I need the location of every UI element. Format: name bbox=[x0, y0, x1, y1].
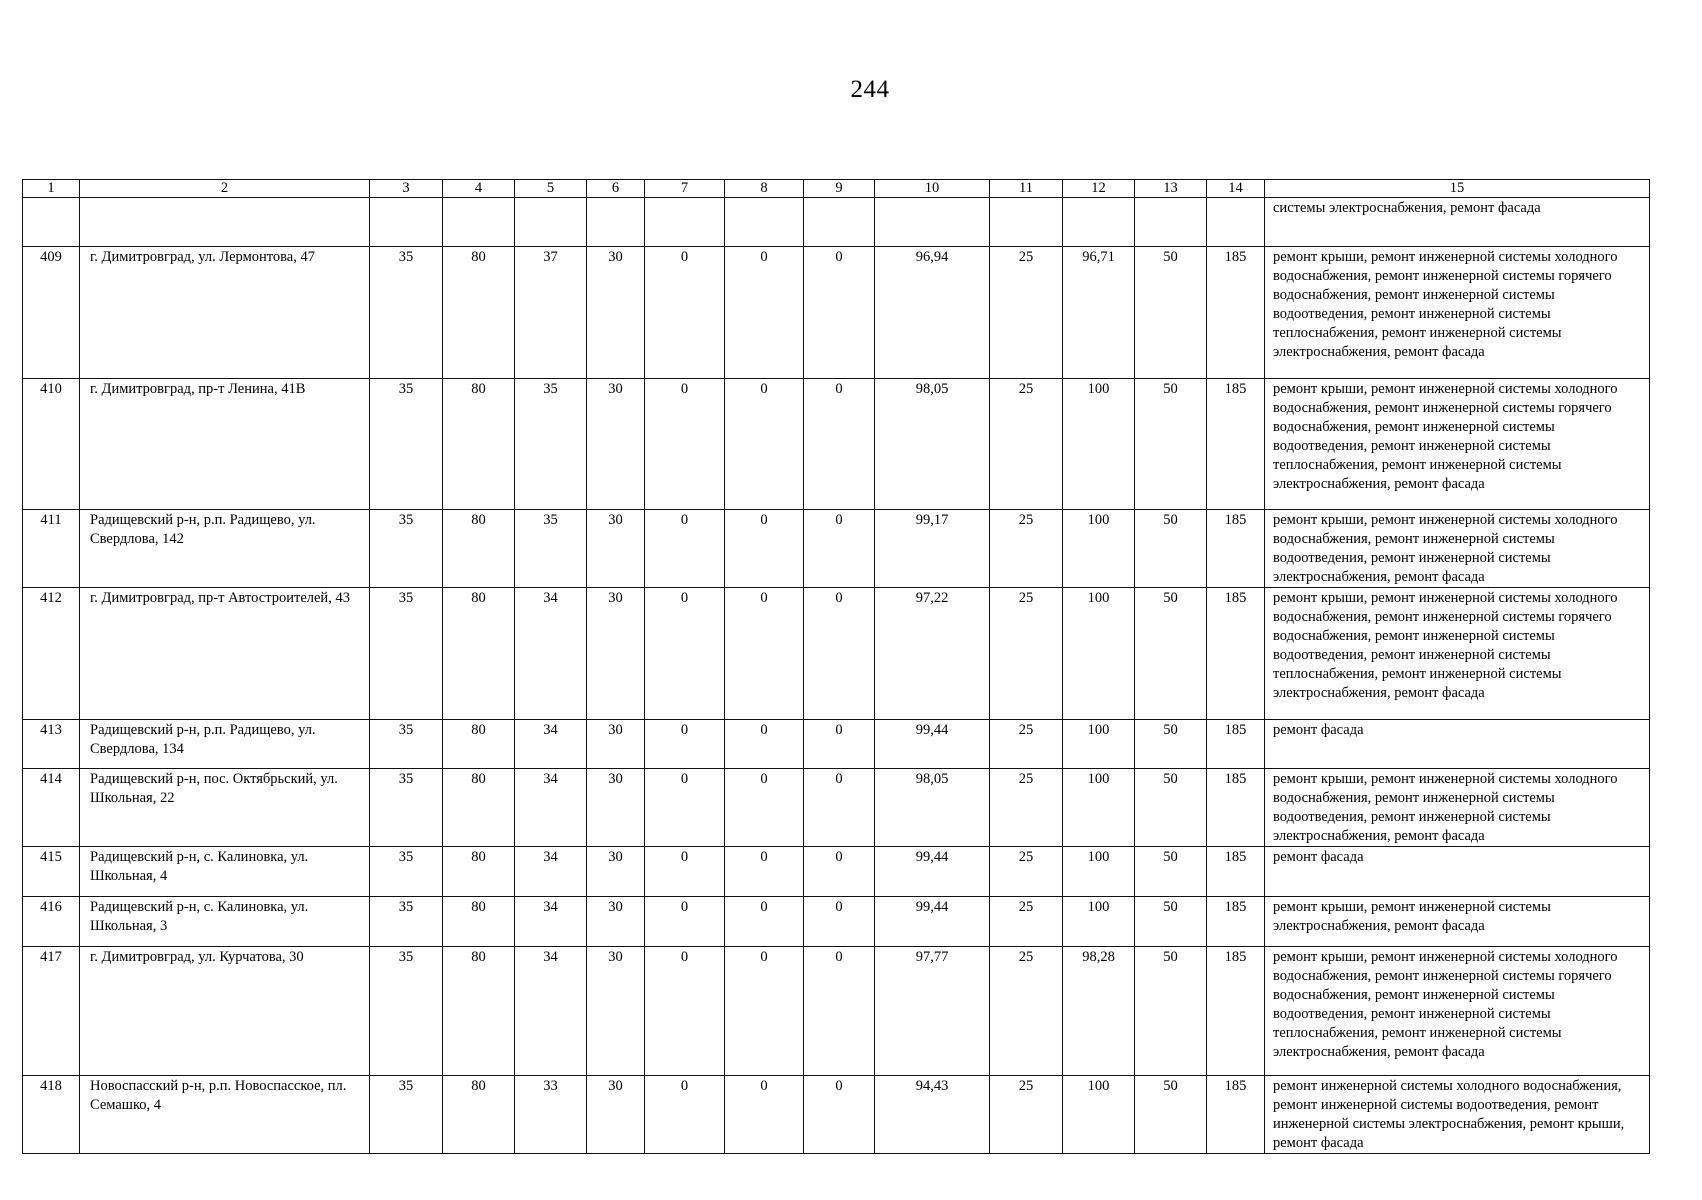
value-cell: 34 bbox=[515, 588, 587, 720]
address-cell: Радищевский р-н, с. Калиновка, ул. Школьная, 3 bbox=[80, 897, 370, 947]
value-cell: 25 bbox=[990, 897, 1063, 947]
value-cell: 50 bbox=[1135, 510, 1207, 588]
value-cell: 25 bbox=[990, 247, 1063, 379]
value-cell: 0 bbox=[725, 847, 804, 897]
value-cell: 0 bbox=[804, 720, 875, 769]
value-cell: 100 bbox=[1063, 510, 1135, 588]
column-header: 2 bbox=[80, 180, 370, 198]
works-cell: системы электроснабжения, ремонт фасада bbox=[1265, 198, 1650, 247]
value-cell: 34 bbox=[515, 947, 587, 1076]
works-cell: ремонт крыши, ремонт инженерной системы холодного водоснабжения, ремонт инженерной системы горячего водоснабжения, ремонт инженерной системы водоотведения, ремонт инженерной системы теплоснабжения, ремонт инженерной системы электроснабжения, ремонт фасада bbox=[1265, 588, 1650, 720]
value-cell: 35 bbox=[370, 510, 443, 588]
value-cell: 0 bbox=[725, 1076, 804, 1154]
row-number-cell: 418 bbox=[23, 1076, 80, 1154]
address-cell: г. Димитровград, ул. Курчатова, 30 bbox=[80, 947, 370, 1076]
works-cell: ремонт фасада bbox=[1265, 720, 1650, 769]
value-cell bbox=[515, 198, 587, 247]
value-cell: 25 bbox=[990, 510, 1063, 588]
value-cell: 99,17 bbox=[875, 510, 990, 588]
value-cell: 99,44 bbox=[875, 897, 990, 947]
value-cell: 30 bbox=[587, 1076, 645, 1154]
value-cell: 0 bbox=[725, 247, 804, 379]
value-cell bbox=[587, 198, 645, 247]
value-cell: 0 bbox=[725, 588, 804, 720]
value-cell: 0 bbox=[645, 1076, 725, 1154]
value-cell: 80 bbox=[443, 1076, 515, 1154]
value-cell: 100 bbox=[1063, 1076, 1135, 1154]
value-cell: 98,05 bbox=[875, 769, 990, 847]
value-cell bbox=[645, 198, 725, 247]
value-cell: 185 bbox=[1207, 588, 1265, 720]
works-cell: ремонт крыши, ремонт инженерной системы холодного водоснабжения, ремонт инженерной системы водоотведения, ремонт инженерной системы электроснабжения, ремонт фасада bbox=[1265, 510, 1650, 588]
row-number-cell bbox=[23, 198, 80, 247]
value-cell: 185 bbox=[1207, 379, 1265, 510]
column-header: 13 bbox=[1135, 180, 1207, 198]
value-cell: 185 bbox=[1207, 1076, 1265, 1154]
value-cell: 0 bbox=[645, 847, 725, 897]
value-cell: 98,28 bbox=[1063, 947, 1135, 1076]
row-number-cell: 415 bbox=[23, 847, 80, 897]
value-cell: 100 bbox=[1063, 379, 1135, 510]
value-cell: 96,71 bbox=[1063, 247, 1135, 379]
column-header-row bbox=[23, 180, 1650, 198]
value-cell: 35 bbox=[370, 588, 443, 720]
value-cell: 0 bbox=[725, 379, 804, 510]
value-cell: 96,94 bbox=[875, 247, 990, 379]
value-cell: 25 bbox=[990, 588, 1063, 720]
value-cell: 30 bbox=[587, 947, 645, 1076]
works-cell: ремонт фасада bbox=[1265, 847, 1650, 897]
value-cell: 80 bbox=[443, 769, 515, 847]
value-cell bbox=[990, 198, 1063, 247]
value-cell: 0 bbox=[804, 588, 875, 720]
column-header: 11 bbox=[990, 180, 1063, 198]
address-cell: Радищевский р-н, с. Калиновка, ул. Школьная, 4 bbox=[80, 847, 370, 897]
value-cell bbox=[443, 198, 515, 247]
value-cell: 30 bbox=[587, 379, 645, 510]
value-cell: 99,44 bbox=[875, 720, 990, 769]
value-cell: 0 bbox=[725, 947, 804, 1076]
table-row bbox=[23, 897, 1650, 947]
column-header: 7 bbox=[645, 180, 725, 198]
value-cell: 80 bbox=[443, 510, 515, 588]
value-cell: 25 bbox=[990, 1076, 1063, 1154]
value-cell bbox=[1207, 198, 1265, 247]
value-cell: 0 bbox=[645, 897, 725, 947]
value-cell: 0 bbox=[804, 1076, 875, 1154]
table-row bbox=[23, 769, 1650, 847]
column-header: 4 bbox=[443, 180, 515, 198]
table-row bbox=[23, 947, 1650, 1076]
table-row bbox=[23, 247, 1650, 379]
column-header: 10 bbox=[875, 180, 990, 198]
address-cell: Радищевский р-н, р.п. Радищево, ул. Свердлова, 134 bbox=[80, 720, 370, 769]
value-cell: 30 bbox=[587, 720, 645, 769]
value-cell: 100 bbox=[1063, 769, 1135, 847]
value-cell: 185 bbox=[1207, 847, 1265, 897]
value-cell: 33 bbox=[515, 1076, 587, 1154]
value-cell bbox=[875, 198, 990, 247]
column-header: 9 bbox=[804, 180, 875, 198]
column-header: 12 bbox=[1063, 180, 1135, 198]
data-table bbox=[22, 179, 1650, 1154]
value-cell: 30 bbox=[587, 247, 645, 379]
column-header: 14 bbox=[1207, 180, 1265, 198]
value-cell: 80 bbox=[443, 847, 515, 897]
row-number-cell: 410 bbox=[23, 379, 80, 510]
value-cell: 0 bbox=[804, 510, 875, 588]
value-cell: 34 bbox=[515, 897, 587, 947]
column-header: 15 bbox=[1265, 180, 1650, 198]
value-cell: 80 bbox=[443, 247, 515, 379]
value-cell: 185 bbox=[1207, 897, 1265, 947]
value-cell: 185 bbox=[1207, 947, 1265, 1076]
value-cell: 34 bbox=[515, 720, 587, 769]
value-cell: 185 bbox=[1207, 247, 1265, 379]
value-cell: 50 bbox=[1135, 247, 1207, 379]
value-cell: 25 bbox=[990, 847, 1063, 897]
page-number: 244 bbox=[850, 76, 890, 103]
value-cell: 80 bbox=[443, 720, 515, 769]
value-cell: 35 bbox=[370, 947, 443, 1076]
value-cell: 50 bbox=[1135, 847, 1207, 897]
row-number-cell: 409 bbox=[23, 247, 80, 379]
value-cell: 30 bbox=[587, 588, 645, 720]
value-cell: 0 bbox=[804, 897, 875, 947]
value-cell: 0 bbox=[645, 720, 725, 769]
value-cell: 0 bbox=[645, 247, 725, 379]
value-cell: 35 bbox=[370, 720, 443, 769]
value-cell: 34 bbox=[515, 847, 587, 897]
value-cell: 185 bbox=[1207, 720, 1265, 769]
row-number-cell: 414 bbox=[23, 769, 80, 847]
value-cell: 100 bbox=[1063, 847, 1135, 897]
value-cell: 97,77 bbox=[875, 947, 990, 1076]
works-cell: ремонт крыши, ремонт инженерной системы холодного водоснабжения, ремонт инженерной системы горячего водоснабжения, ремонт инженерной системы водоотведения, ремонт инженерной системы теплоснабжения, ремонт инженерной системы электроснабжения, ремонт фасада bbox=[1265, 947, 1650, 1076]
value-cell: 94,43 bbox=[875, 1076, 990, 1154]
column-header: 1 bbox=[23, 180, 80, 198]
column-header: 6 bbox=[587, 180, 645, 198]
value-cell: 80 bbox=[443, 897, 515, 947]
value-cell: 30 bbox=[587, 847, 645, 897]
value-cell: 0 bbox=[725, 510, 804, 588]
value-cell: 50 bbox=[1135, 897, 1207, 947]
works-cell: ремонт крыши, ремонт инженерной системы холодного водоснабжения, ремонт инженерной системы горячего водоснабжения, ремонт инженерной системы водоотведения, ремонт инженерной системы теплоснабжения, ремонт инженерной системы электроснабжения, ремонт фасада bbox=[1265, 247, 1650, 379]
value-cell: 0 bbox=[645, 769, 725, 847]
value-cell: 34 bbox=[515, 769, 587, 847]
column-header: 8 bbox=[725, 180, 804, 198]
value-cell: 80 bbox=[443, 588, 515, 720]
value-cell: 0 bbox=[804, 947, 875, 1076]
value-cell bbox=[370, 198, 443, 247]
table-row bbox=[23, 588, 1650, 720]
value-cell: 98,05 bbox=[875, 379, 990, 510]
value-cell: 0 bbox=[645, 947, 725, 1076]
value-cell: 50 bbox=[1135, 720, 1207, 769]
address-cell: Радищевский р-н, пос. Октябрьский, ул. Школьная, 22 bbox=[80, 769, 370, 847]
row-number-cell: 416 bbox=[23, 897, 80, 947]
column-header: 3 bbox=[370, 180, 443, 198]
column-header: 5 bbox=[515, 180, 587, 198]
value-cell bbox=[1063, 198, 1135, 247]
value-cell: 185 bbox=[1207, 769, 1265, 847]
value-cell: 25 bbox=[990, 379, 1063, 510]
works-cell: ремонт крыши, ремонт инженерной системы электроснабжения, ремонт фасада bbox=[1265, 897, 1650, 947]
value-cell: 0 bbox=[804, 379, 875, 510]
row-number-cell: 411 bbox=[23, 510, 80, 588]
address-cell: Новоспасский р-н, р.п. Новоспасское, пл. Семашко, 4 bbox=[80, 1076, 370, 1154]
value-cell: 0 bbox=[725, 720, 804, 769]
value-cell: 80 bbox=[443, 379, 515, 510]
row-number-cell: 417 bbox=[23, 947, 80, 1076]
address-cell: г. Димитровград, пр-т Ленина, 41В bbox=[80, 379, 370, 510]
table-row bbox=[23, 720, 1650, 769]
value-cell: 100 bbox=[1063, 588, 1135, 720]
value-cell: 35 bbox=[515, 510, 587, 588]
works-cell: ремонт крыши, ремонт инженерной системы холодного водоснабжения, ремонт инженерной системы водоотведения, ремонт инженерной системы электроснабжения, ремонт фасада bbox=[1265, 769, 1650, 847]
value-cell: 35 bbox=[370, 1076, 443, 1154]
value-cell bbox=[804, 198, 875, 247]
value-cell: 185 bbox=[1207, 510, 1265, 588]
value-cell: 50 bbox=[1135, 947, 1207, 1076]
address-cell bbox=[80, 198, 370, 247]
value-cell: 0 bbox=[645, 379, 725, 510]
value-cell: 0 bbox=[804, 247, 875, 379]
value-cell: 30 bbox=[587, 510, 645, 588]
value-cell: 35 bbox=[370, 847, 443, 897]
value-cell: 35 bbox=[370, 769, 443, 847]
value-cell: 0 bbox=[804, 847, 875, 897]
address-cell: г. Димитровград, ул. Лермонтова, 47 bbox=[80, 247, 370, 379]
value-cell: 80 bbox=[443, 947, 515, 1076]
value-cell: 0 bbox=[725, 897, 804, 947]
table-row bbox=[23, 847, 1650, 897]
row-number-cell: 412 bbox=[23, 588, 80, 720]
value-cell bbox=[725, 198, 804, 247]
value-cell: 25 bbox=[990, 769, 1063, 847]
works-cell: ремонт инженерной системы холодного водоснабжения, ремонт инженерной системы водоотведения, ремонт инженерной системы электроснабжения, ремонт крыши, ремонт фасада bbox=[1265, 1076, 1650, 1154]
table-row bbox=[23, 510, 1650, 588]
value-cell: 37 bbox=[515, 247, 587, 379]
value-cell: 30 bbox=[587, 769, 645, 847]
value-cell: 0 bbox=[645, 588, 725, 720]
value-cell: 35 bbox=[370, 247, 443, 379]
value-cell: 0 bbox=[645, 510, 725, 588]
value-cell bbox=[1135, 198, 1207, 247]
value-cell: 0 bbox=[725, 769, 804, 847]
value-cell: 100 bbox=[1063, 720, 1135, 769]
value-cell: 99,44 bbox=[875, 847, 990, 897]
value-cell: 0 bbox=[804, 769, 875, 847]
value-cell: 25 bbox=[990, 720, 1063, 769]
value-cell: 50 bbox=[1135, 1076, 1207, 1154]
address-cell: Радищевский р-н, р.п. Радищево, ул. Свердлова, 142 bbox=[80, 510, 370, 588]
value-cell: 35 bbox=[370, 379, 443, 510]
value-cell: 25 bbox=[990, 947, 1063, 1076]
row-number-cell: 413 bbox=[23, 720, 80, 769]
address-cell: г. Димитровград, пр-т Автостроителей, 43 bbox=[80, 588, 370, 720]
value-cell: 35 bbox=[515, 379, 587, 510]
works-cell: ремонт крыши, ремонт инженерной системы холодного водоснабжения, ремонт инженерной системы горячего водоснабжения, ремонт инженерной системы водоотведения, ремонт инженерной системы теплоснабжения, ремонт инженерной системы электроснабжения, ремонт фасада bbox=[1265, 379, 1650, 510]
value-cell: 50 bbox=[1135, 379, 1207, 510]
value-cell: 35 bbox=[370, 897, 443, 947]
table-row bbox=[23, 1076, 1650, 1154]
value-cell: 97,22 bbox=[875, 588, 990, 720]
value-cell: 30 bbox=[587, 897, 645, 947]
table-row bbox=[23, 379, 1650, 510]
table-row bbox=[23, 198, 1650, 247]
value-cell: 100 bbox=[1063, 897, 1135, 947]
value-cell: 50 bbox=[1135, 588, 1207, 720]
value-cell: 50 bbox=[1135, 769, 1207, 847]
